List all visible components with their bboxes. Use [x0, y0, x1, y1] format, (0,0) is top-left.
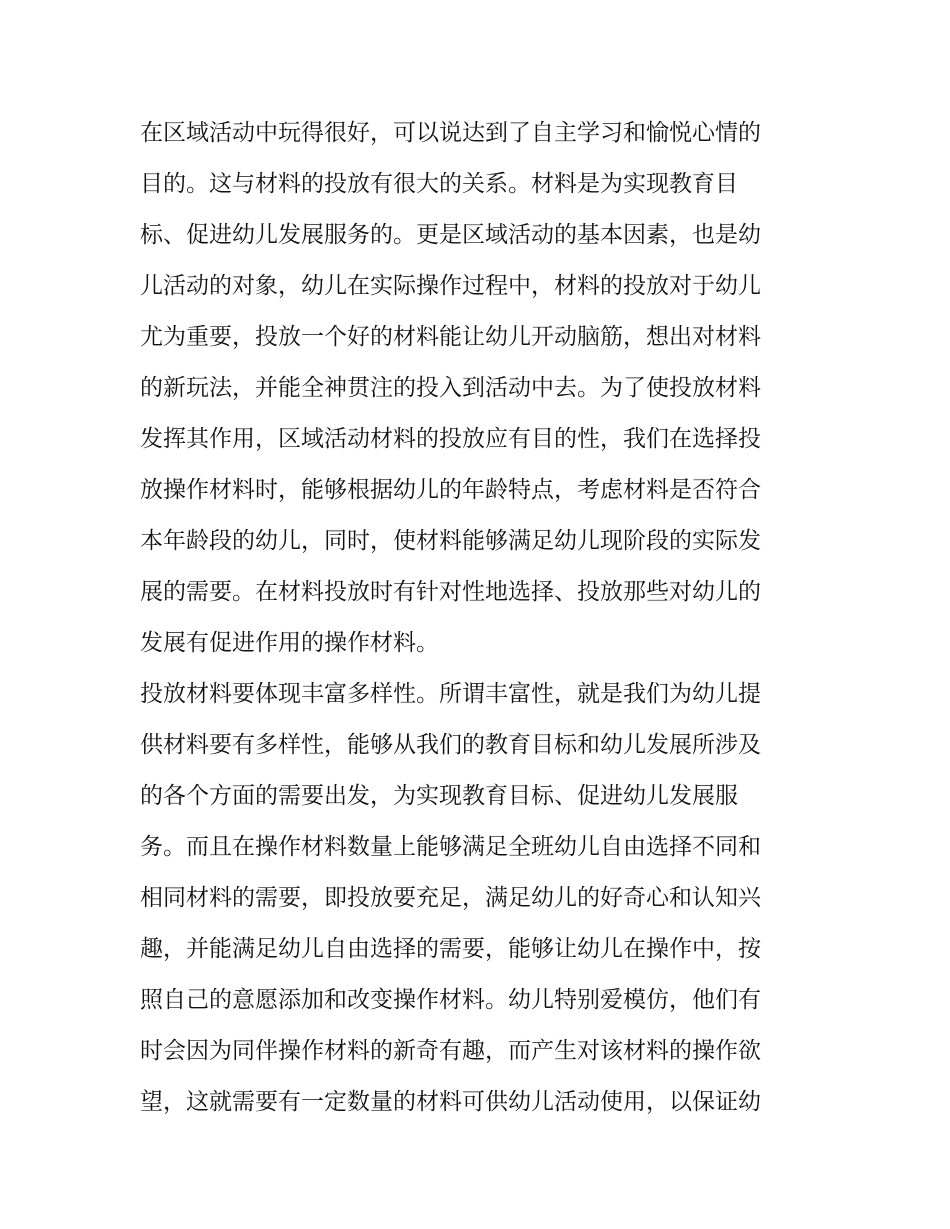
text-line: 尤为重要，投放一个好的材料能让幼儿开动脑筋，想出对材料: [140, 324, 761, 350]
text-line: 发挥其作用，区域活动材料的投放应有目的性，我们在选择投: [140, 426, 761, 452]
text-line: 放操作材料时，能够根据幼儿的年龄特点，考虑材料是否符合: [140, 477, 761, 503]
text-line: 本年龄段的幼儿，同时，使材料能够满足幼儿现阶段的实际发: [140, 528, 761, 554]
text-line: 在区域活动中玩得很好，可以说达到了自主学习和愉悦心情的: [140, 120, 761, 146]
text-line: 的各个方面的需要出发，为实现教育目标、促进幼儿发展服: [140, 783, 738, 809]
text-line: 时会因为同伴操作材料的新奇有趣，而产生对该材料的操作欲: [140, 1038, 761, 1064]
text-line: 望，这就需要有一定数量的材料可供幼儿活动使用，以保证幼: [140, 1089, 761, 1115]
text-line: 投放材料要体现丰富多样性。所谓丰富性，就是我们为幼儿提: [140, 681, 761, 707]
text-line: 展的需要。在材料投放时有针对性地选择、投放那些对幼儿的: [140, 579, 761, 605]
text-line: 相同材料的需要，即投放要充足，满足幼儿的好奇心和认知兴: [140, 885, 761, 911]
text-line: 的新玩法，并能全神贯注的投入到活动中去。为了使投放材料: [140, 375, 761, 401]
paragraph-material-diversity: [140, 669, 820, 1128]
document-body: [140, 108, 820, 1128]
text-line: 儿活动的对象，幼儿在实际操作过程中，材料的投放对于幼儿: [140, 273, 761, 299]
text-line: 照自己的意愿添加和改变操作材料。幼儿特别爱模仿，他们有: [140, 987, 761, 1013]
text-line: 务。而且在操作材料数量上能够满足全班幼儿自由选择不同和: [140, 834, 761, 860]
text-line: 标、促进幼儿发展服务的。更是区域活动的基本因素，也是幼: [140, 222, 761, 248]
text-line: 供材料要有多样性，能够从我们的教育目标和幼儿发展所涉及: [140, 732, 761, 758]
paragraph-material-purpose: [140, 108, 820, 669]
text-line: 发展有促进作用的操作材料。: [140, 630, 439, 656]
text-line: 目的。这与材料的投放有很大的关系。材料是为实现教育目: [140, 171, 738, 197]
text-line: 趣，并能满足幼儿自由选择的需要，能够让幼儿在操作中，按: [140, 936, 761, 962]
